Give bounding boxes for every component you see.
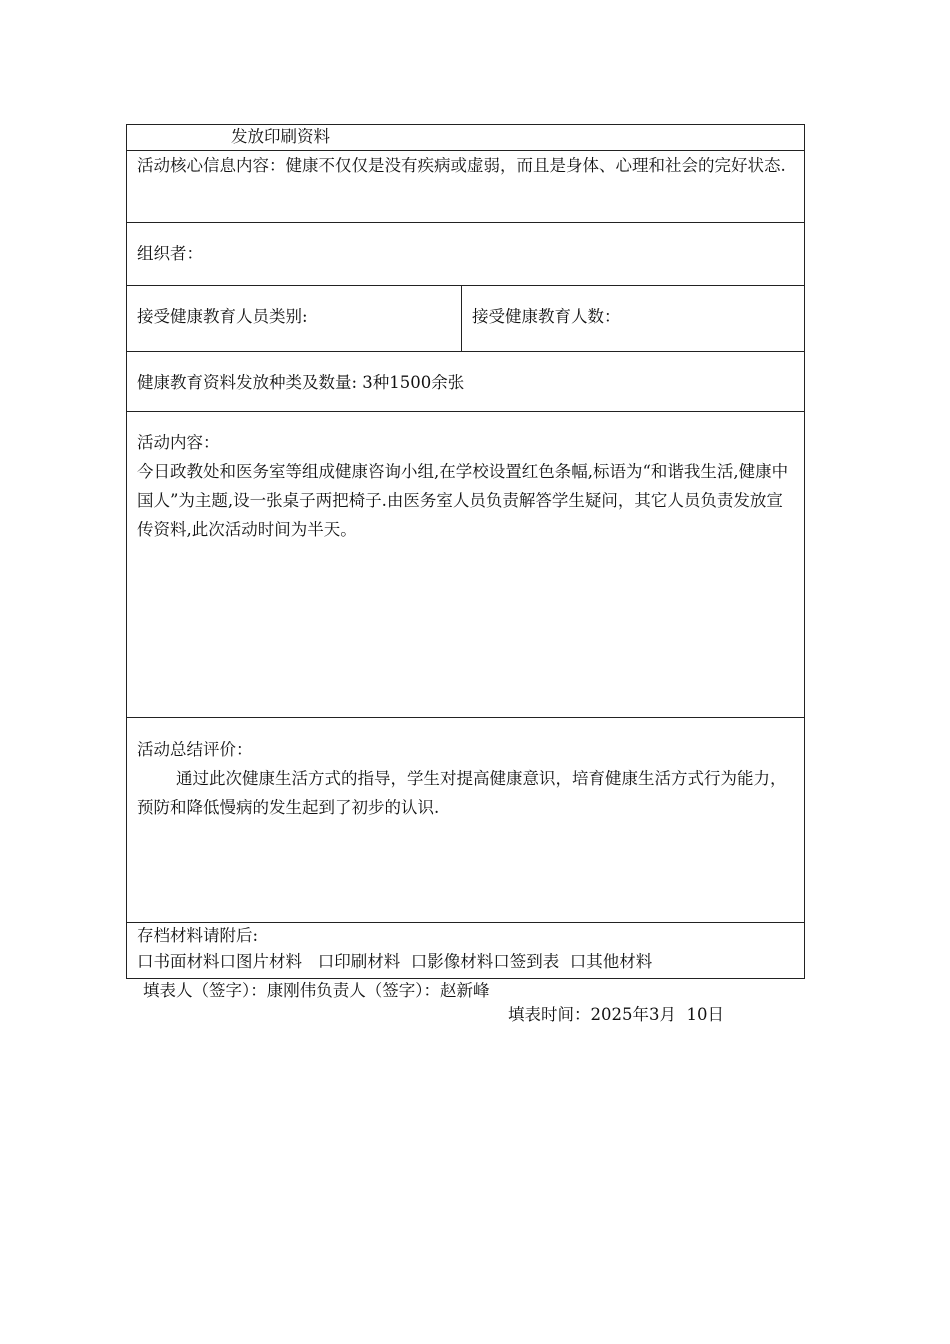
form-title: 发放印刷资料 [231, 127, 330, 146]
core-info-cell [127, 151, 804, 180]
summary-row [127, 718, 804, 923]
content-cell [127, 412, 804, 544]
materials-label: 健康教育资料发放种类及数量: 3种1500余张 [137, 373, 465, 392]
core-info-label: 活动核心信息内容： [137, 156, 286, 175]
content-text: 今日政教处和医务室等组成健康咨询小组,在学校设置红色条幅,标语为“和谐我生活,健康中国人”为主题,设一张桌子两把椅子.由医务室人员负责解答学生疑问，其它人员负责发放宣传资料,此次活动时间为半天。 [137, 462, 789, 539]
archive-options: 口书面材料口图片材料 口印刷材料 口影像材料口签到表 口其他材料 [137, 952, 653, 971]
recipient-row [127, 286, 804, 352]
footer-signers: 填表人（签字）：康刚伟负责人（签字）：赵新峰 [143, 981, 490, 1000]
archive-label: 存档材料请附后: [137, 926, 259, 945]
recipient-type-label: 接受健康教育人员类别: [127, 286, 462, 351]
content-row [127, 412, 804, 718]
summary-text: 通过此次健康生活方式的指导，学生对提高健康意识，培育健康生活方式行为能力，预防和降低慢病的发生起到了初步的认识. [137, 769, 787, 817]
archive-row [127, 923, 804, 978]
footer-date: 填表时间：2025年3月 10日 [508, 1005, 724, 1024]
core-info-row [127, 151, 804, 223]
form-title-row [127, 125, 804, 151]
core-info-text: 健康不仅仅是没有疾病或虚弱，而且是身体、心理和社会的完好状态. [285, 156, 786, 175]
summary-label: 活动总结评价： [137, 740, 253, 759]
summary-cell [127, 718, 804, 822]
archive-cell [127, 923, 804, 975]
content-label: 活动内容： [137, 433, 220, 452]
organizer-row [127, 223, 804, 286]
organizer-label: 组织者： [137, 244, 203, 263]
materials-row [127, 352, 804, 412]
activity-record-form [126, 124, 805, 979]
recipient-count-label: 接受健康教育人数： [472, 307, 621, 326]
